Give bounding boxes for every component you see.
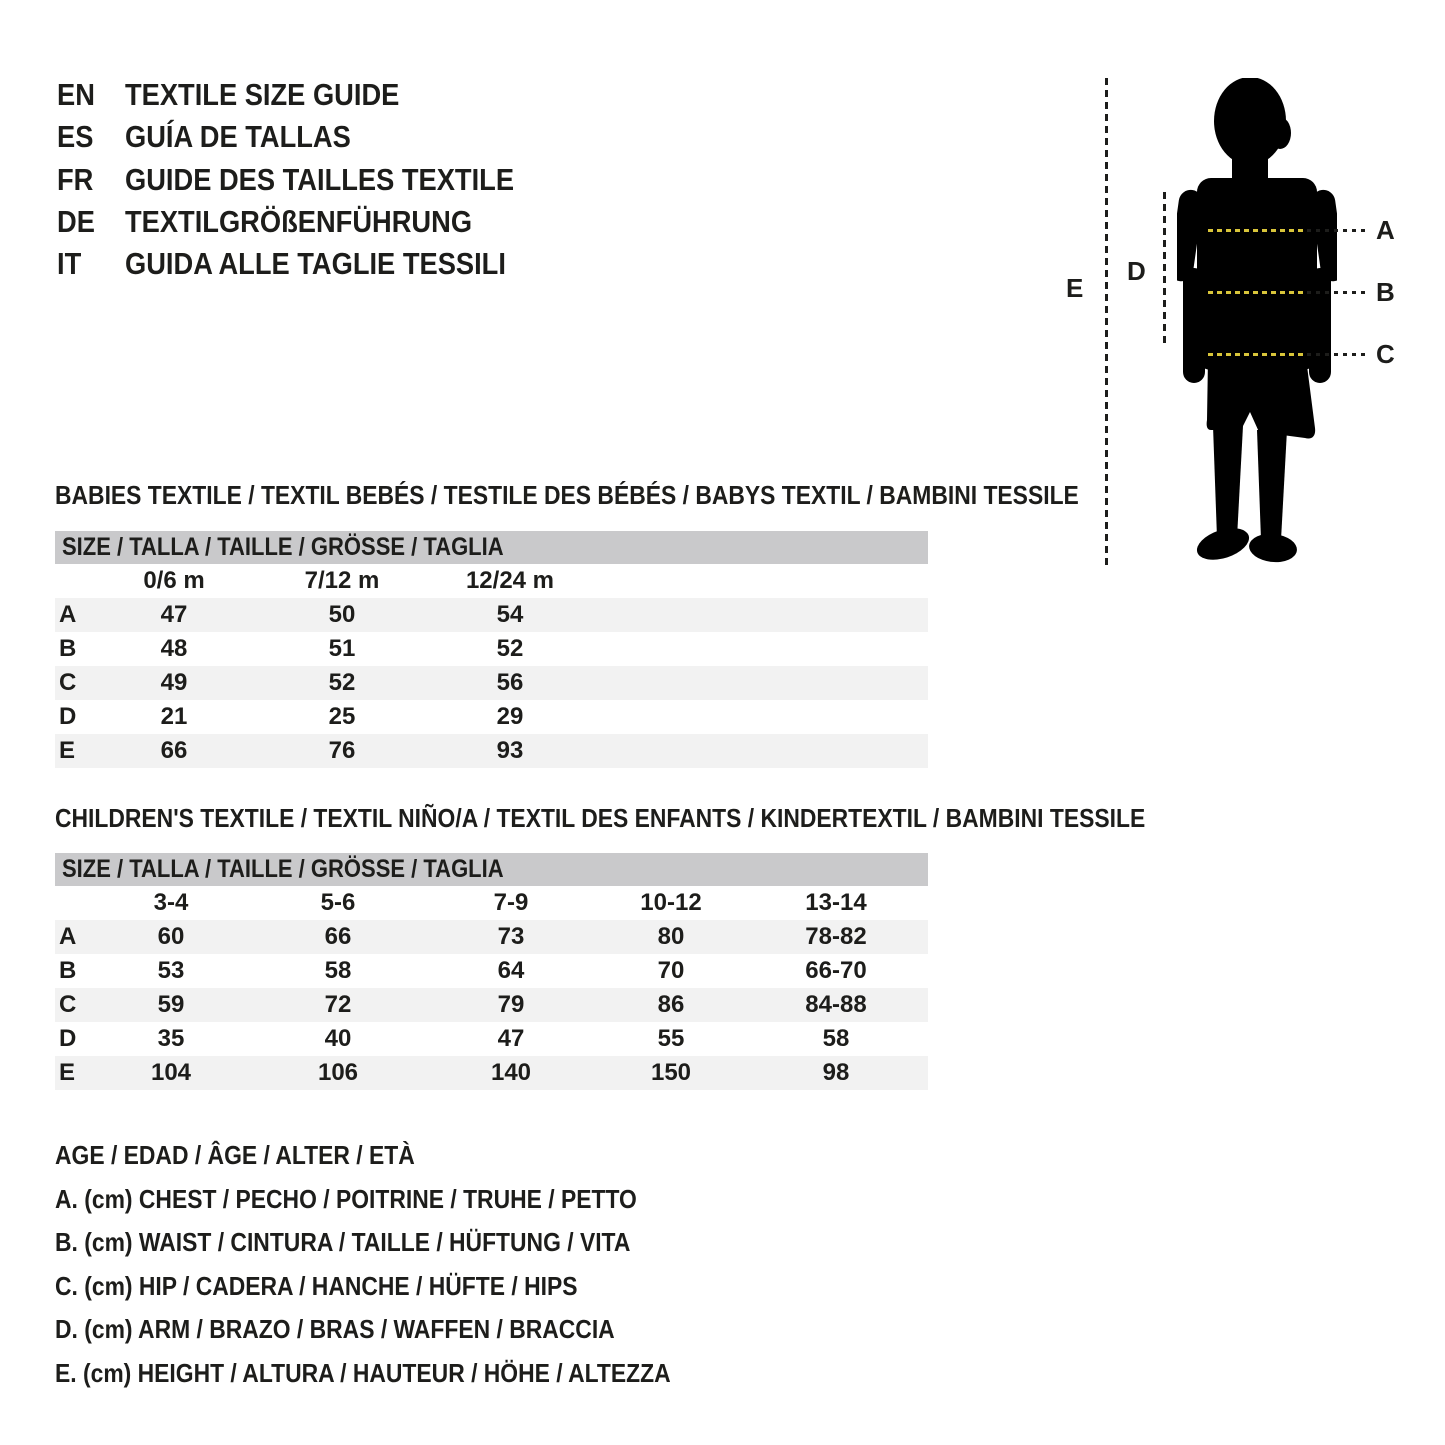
- table-cell: 104: [150, 1059, 192, 1086]
- table-cell: 58: [822, 1025, 850, 1052]
- table-cell: 150: [650, 1059, 692, 1086]
- guide-title: GUIDE DES TAILLES TEXTILE: [125, 161, 515, 197]
- row-label: B: [59, 957, 77, 984]
- chest-dash-black: [1307, 229, 1365, 232]
- row-label: E: [59, 737, 76, 764]
- table-row: [55, 700, 928, 734]
- language-title-list: [57, 74, 567, 285]
- column-header: 10-12: [640, 889, 702, 916]
- table-cell: 55: [657, 1025, 685, 1052]
- row-label: A: [59, 601, 77, 628]
- table-cell: 52: [328, 669, 356, 696]
- figure-label-b: B: [1376, 277, 1395, 307]
- legend-height: E. (cm) HEIGHT / ALTURA / HAUTEUR / HÖHE / ALTEZZA: [55, 1357, 671, 1388]
- table-cell: 52: [496, 635, 524, 662]
- measure-line-c: [1208, 353, 1365, 356]
- list-item: [57, 201, 567, 243]
- table-cell: 59: [157, 991, 185, 1018]
- waist-dash-black: [1307, 291, 1365, 294]
- babies-size-table: [55, 564, 928, 768]
- table-cell: 80: [657, 923, 685, 950]
- list-item: [57, 116, 567, 158]
- table-cell: 140: [490, 1059, 532, 1086]
- child-silhouette: [1177, 78, 1337, 565]
- measurement-legend: [55, 1134, 755, 1395]
- hip-dash-yellow: [1208, 353, 1304, 356]
- children-section-title: CHILDREN'S TEXTILE / TEXTIL NIÑO/A / TEXTIL DES ENFANTS / KINDERTEXTIL / BAMBINI TESSILE: [55, 803, 1146, 833]
- language-code: DE: [57, 204, 95, 240]
- table-cell: 106: [317, 1059, 359, 1086]
- chest-dash-yellow: [1208, 229, 1304, 232]
- table-row: [55, 632, 928, 666]
- table-cell: 93: [496, 737, 524, 764]
- legend-waist: B. (cm) WAIST / CINTURA / TAILLE / HÜFTUNG / VITA: [55, 1227, 631, 1258]
- table-cell: 70: [657, 957, 685, 984]
- table-cell: 53: [157, 957, 185, 984]
- table-row: [55, 734, 928, 768]
- language-code: EN: [57, 77, 95, 113]
- column-header: 13-14: [805, 889, 867, 916]
- table-cell: 64: [497, 957, 525, 984]
- table-cell: 21: [160, 703, 188, 730]
- table-cell: 56: [496, 669, 524, 696]
- guide-title: TEXTILGRÖßENFÜHRUNG: [125, 204, 473, 240]
- row-label: E: [59, 1059, 76, 1086]
- figure-label-a: A: [1376, 215, 1395, 245]
- row-label: C: [59, 669, 77, 696]
- table-cell: 47: [160, 601, 188, 628]
- table-cell: 58: [324, 957, 352, 984]
- table-row: [55, 954, 928, 988]
- hip-dash-black: [1307, 353, 1365, 356]
- table-row: [55, 598, 928, 632]
- legend-chest: A. (cm) CHEST / PECHO / POITRINE / TRUHE / PETTO: [55, 1183, 637, 1214]
- table-cell: 79: [497, 991, 525, 1018]
- row-label: A: [59, 923, 77, 950]
- column-header: 3-4: [153, 889, 189, 916]
- list-item: [57, 243, 567, 285]
- arm-line-d: [1163, 192, 1166, 345]
- table-row: [55, 666, 928, 700]
- measure-line-a: [1208, 229, 1365, 232]
- children-col-headers: [55, 886, 928, 920]
- children-size-header-bar: SIZE / TALLA / TAILLE / GRÖSSE / TAGLIA: [55, 853, 928, 886]
- measure-line-b: [1208, 291, 1365, 294]
- table-cell: 66-70: [805, 957, 867, 984]
- babies-section-title: BABIES TEXTILE / TEXTIL BEBÉS / TESTILE DES BÉBÉS / BABYS TEXTIL / BAMBINI TESSILE: [55, 480, 1079, 510]
- row-label: D: [59, 1025, 77, 1052]
- column-header: 7-9: [493, 889, 529, 916]
- table-cell: 47: [497, 1025, 525, 1052]
- column-header: 7/12 m: [304, 567, 380, 594]
- table-cell: 76: [328, 737, 356, 764]
- table-cell: 25: [328, 703, 356, 730]
- table-row: [55, 988, 928, 1022]
- table-cell: 35: [157, 1025, 185, 1052]
- language-code: FR: [57, 161, 94, 197]
- figure-label-c: C: [1376, 339, 1395, 369]
- children-size-table: [55, 886, 928, 1090]
- column-header: 12/24 m: [465, 567, 555, 594]
- table-cell: 48: [160, 635, 188, 662]
- table-cell: 40: [324, 1025, 352, 1052]
- babies-size-header-bar: SIZE / TALLA / TAILLE / GRÖSSE / TAGLIA: [55, 531, 928, 564]
- language-code: IT: [57, 246, 82, 282]
- table-cell: 78-82: [805, 923, 867, 950]
- table-cell: 51: [328, 635, 356, 662]
- column-header: 5-6: [320, 889, 356, 916]
- guide-title: TEXTILE SIZE GUIDE: [125, 77, 400, 113]
- guide-title: GUÍA DE TALLAS: [125, 119, 351, 155]
- list-item: [57, 159, 567, 201]
- table-cell: 49: [160, 669, 188, 696]
- babies-col-headers: [55, 564, 928, 598]
- table-cell: 84-88: [805, 991, 867, 1018]
- legend-hip: C. (cm) HIP / CADERA / HANCHE / HÜFTE / HIPS: [55, 1270, 578, 1301]
- table-row: [55, 1056, 928, 1090]
- table-cell: 98: [822, 1059, 850, 1086]
- waist-dash-yellow: [1208, 291, 1304, 294]
- table-cell: 54: [496, 601, 524, 628]
- table-row: [55, 920, 928, 954]
- language-code: ES: [57, 119, 94, 155]
- guide-title: GUIDA ALLE TAGLIE TESSILI: [125, 246, 506, 282]
- table-cell: 72: [324, 991, 352, 1018]
- table-cell: 86: [657, 991, 685, 1018]
- figure-label-e: E: [1066, 273, 1084, 303]
- legend-arm: D. (cm) ARM / BRAZO / BRAS / WAFFEN / BRACCIA: [55, 1314, 615, 1345]
- column-header: 0/6 m: [143, 567, 205, 594]
- row-label: D: [59, 703, 77, 730]
- table-cell: 66: [324, 923, 352, 950]
- table-cell: 73: [497, 923, 525, 950]
- table-cell: 50: [328, 601, 356, 628]
- table-cell: 60: [157, 923, 185, 950]
- legend-age: AGE / EDAD / ÂGE / ALTER / ETÀ: [55, 1140, 415, 1171]
- figure-label-d: D: [1127, 256, 1146, 286]
- row-label: B: [59, 635, 77, 662]
- table-cell: 66: [160, 737, 188, 764]
- row-label: C: [59, 991, 77, 1018]
- list-item: [57, 74, 567, 116]
- table-row: [55, 1022, 928, 1056]
- table-cell: 29: [496, 703, 524, 730]
